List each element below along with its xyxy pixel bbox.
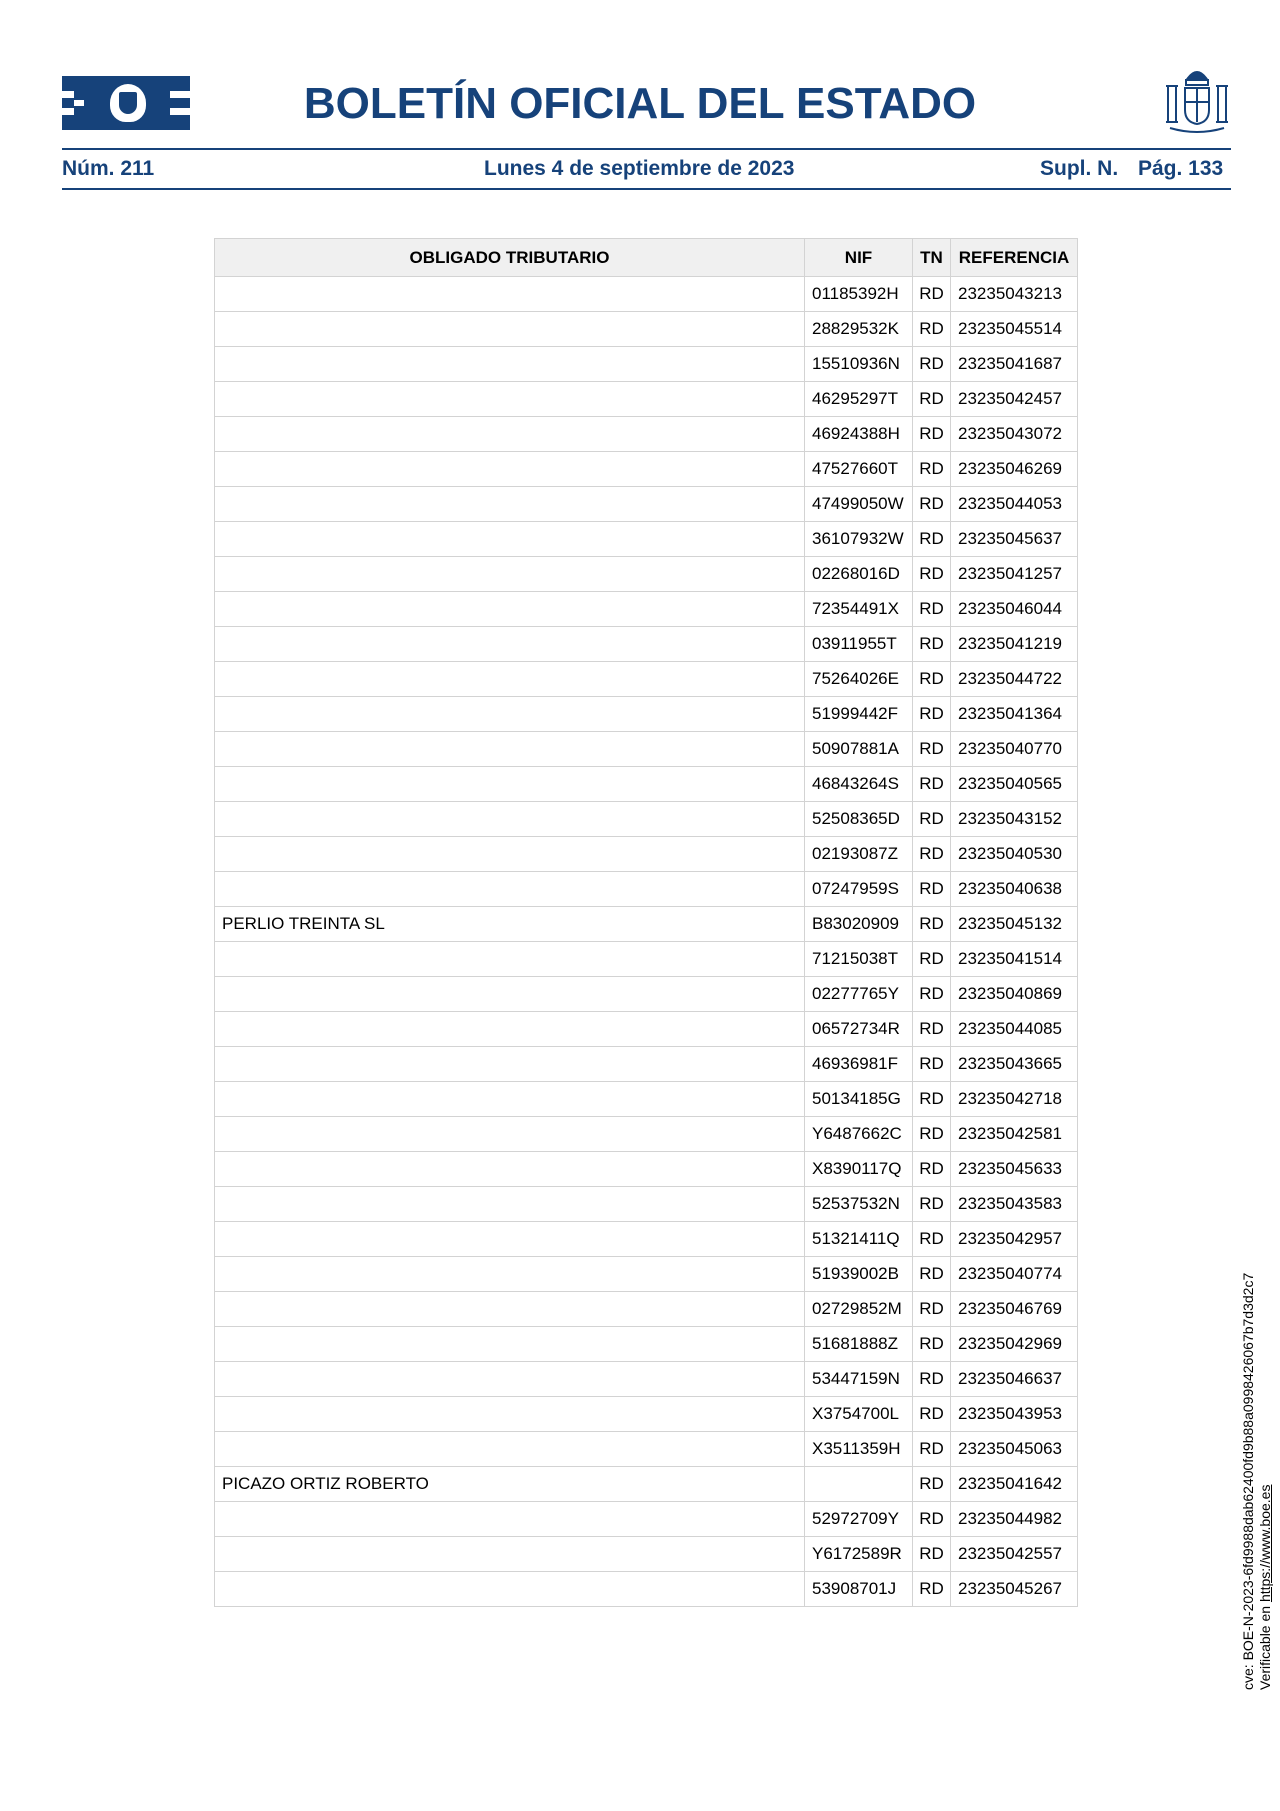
- cell-obligado: [215, 977, 805, 1012]
- table-row: [215, 802, 1078, 837]
- table-row: [215, 1082, 1078, 1117]
- cell-nif: 52972709Y: [805, 1502, 913, 1537]
- cell-nif: 46295297T: [805, 382, 913, 417]
- table-row: [215, 1362, 1078, 1397]
- cell-obligado: [215, 697, 805, 732]
- table-row: [215, 452, 1078, 487]
- cell-nif: 02193087Z: [805, 837, 913, 872]
- table-row: [215, 732, 1078, 767]
- table-row: [215, 1432, 1078, 1467]
- cell-tn: RD: [913, 592, 951, 627]
- cell-referencia: 23235046769: [951, 1292, 1078, 1327]
- cell-referencia: 23235040530: [951, 837, 1078, 872]
- cell-obligado: [215, 662, 805, 697]
- cell-obligado: [215, 1327, 805, 1362]
- cell-tn: RD: [913, 277, 951, 312]
- cell-nif: 51999442F: [805, 697, 913, 732]
- cell-referencia: 23235043665: [951, 1047, 1078, 1082]
- header-rule-top: [62, 148, 1231, 150]
- cell-tn: RD: [913, 837, 951, 872]
- page-title: BOLETÍN OFICIAL DEL ESTADO: [303, 79, 977, 128]
- cell-tn: RD: [913, 1572, 951, 1607]
- cell-obligado: [215, 1012, 805, 1047]
- cell-tn: RD: [913, 942, 951, 977]
- table-row: [215, 417, 1078, 452]
- cell-referencia: 23235041364: [951, 697, 1078, 732]
- cell-obligado: [215, 592, 805, 627]
- supplement-label: Supl. N.: [1040, 157, 1119, 180]
- verification-note: [1240, 1273, 1274, 1690]
- cell-obligado: [215, 942, 805, 977]
- cell-nif: 02729852M: [805, 1292, 913, 1327]
- cell-nif: 46936981F: [805, 1047, 913, 1082]
- cell-tn: RD: [913, 872, 951, 907]
- cell-nif: 53908701J: [805, 1572, 913, 1607]
- cell-nif: 50134185G: [805, 1082, 913, 1117]
- table-row: [215, 1222, 1078, 1257]
- cell-obligado: [215, 1222, 805, 1257]
- cell-tn: RD: [913, 1537, 951, 1572]
- cell-nif: 46843264S: [805, 767, 913, 802]
- cell-tn: RD: [913, 627, 951, 662]
- cell-obligado: [215, 382, 805, 417]
- table-row: [215, 382, 1078, 417]
- cell-tn: RD: [913, 767, 951, 802]
- cell-tn: RD: [913, 1047, 951, 1082]
- table-row: [215, 872, 1078, 907]
- cell-tn: RD: [913, 557, 951, 592]
- cell-referencia: 23235046269: [951, 452, 1078, 487]
- cell-referencia: 23235045633: [951, 1152, 1078, 1187]
- cell-nif: 52537532N: [805, 1187, 913, 1222]
- cell-obligado: [215, 277, 805, 312]
- cell-referencia: 23235045063: [951, 1432, 1078, 1467]
- table-row: [215, 312, 1078, 347]
- page-number: Pág. 133: [1138, 157, 1224, 180]
- cell-obligado: [215, 1502, 805, 1537]
- cell-nif: 36107932W: [805, 522, 913, 557]
- table-header-row: [215, 239, 1078, 277]
- cell-tn: RD: [913, 1012, 951, 1047]
- cell-obligado: [215, 767, 805, 802]
- cell-obligado: [215, 1082, 805, 1117]
- cell-tn: RD: [913, 1467, 951, 1502]
- cell-tn: RD: [913, 1327, 951, 1362]
- cell-nif: 06572734R: [805, 1012, 913, 1047]
- cve-code: cve: BOE-N-2023-6fd9988dab62400fd9b88a0998426067b7d3d2c7: [1240, 1272, 1256, 1690]
- issue-date: Lunes 4 de septiembre de 2023: [484, 157, 795, 180]
- column-header-obligado: OBLIGADO TRIBUTARIO: [215, 239, 805, 277]
- cell-tn: RD: [913, 1152, 951, 1187]
- table-row: [215, 1047, 1078, 1082]
- table-row: [215, 1152, 1078, 1187]
- table-row: [215, 1537, 1078, 1572]
- cell-tn: RD: [913, 347, 951, 382]
- issue-number: Núm. 211: [62, 157, 155, 180]
- table-row: [215, 697, 1078, 732]
- cell-tn: RD: [913, 1292, 951, 1327]
- table-row: [215, 907, 1078, 942]
- cell-tn: RD: [913, 1117, 951, 1152]
- cell-referencia: 23235043583: [951, 1187, 1078, 1222]
- cell-tn: RD: [913, 1082, 951, 1117]
- cell-referencia: 23235044722: [951, 662, 1078, 697]
- cell-tn: RD: [913, 312, 951, 347]
- cell-obligado: [215, 802, 805, 837]
- cell-tn: RD: [913, 452, 951, 487]
- cell-referencia: 23235041687: [951, 347, 1078, 382]
- cell-nif: Y6172589R: [805, 1537, 913, 1572]
- boe-logo: [62, 76, 190, 130]
- cell-nif: 51939002B: [805, 1257, 913, 1292]
- cell-referencia: 23235045514: [951, 312, 1078, 347]
- cell-referencia: 23235042457: [951, 382, 1078, 417]
- cell-referencia: 23235042557: [951, 1537, 1078, 1572]
- cell-nif: X3511359H: [805, 1432, 913, 1467]
- cell-tn: RD: [913, 977, 951, 1012]
- table-row: [215, 347, 1078, 382]
- cell-obligado: [215, 1117, 805, 1152]
- cell-nif: 51681888Z: [805, 1327, 913, 1362]
- cell-obligado: [215, 557, 805, 592]
- cell-referencia: 23235042581: [951, 1117, 1078, 1152]
- cell-nif: 46924388H: [805, 417, 913, 452]
- cell-nif: 53447159N: [805, 1362, 913, 1397]
- cell-tn: RD: [913, 1397, 951, 1432]
- table-row: [215, 1012, 1078, 1047]
- cell-tn: RD: [913, 1187, 951, 1222]
- cell-obligado: [215, 1257, 805, 1292]
- cell-tn: RD: [913, 907, 951, 942]
- cell-nif: 50907881A: [805, 732, 913, 767]
- cell-nif: 52508365D: [805, 802, 913, 837]
- verification-prefix: Verificable en: [1257, 1602, 1273, 1690]
- table-row: [215, 1257, 1078, 1292]
- table-row: [215, 522, 1078, 557]
- cell-referencia: 23235040638: [951, 872, 1078, 907]
- cell-referencia: 23235040565: [951, 767, 1078, 802]
- cell-referencia: 23235042969: [951, 1327, 1078, 1362]
- cell-obligado: [215, 452, 805, 487]
- cell-nif: 03911955T: [805, 627, 913, 662]
- header-rule-bottom: [62, 188, 1231, 190]
- cell-referencia: 23235043213: [951, 277, 1078, 312]
- cell-tn: RD: [913, 487, 951, 522]
- cell-referencia: 23235046044: [951, 592, 1078, 627]
- cell-nif: B83020909: [805, 907, 913, 942]
- cell-tn: RD: [913, 417, 951, 452]
- cell-tn: RD: [913, 522, 951, 557]
- cell-obligado: PICAZO ORTIZ ROBERTO: [215, 1467, 805, 1502]
- cell-obligado: PERLIO TREINTA SL: [215, 907, 805, 942]
- cell-tn: RD: [913, 1362, 951, 1397]
- cell-referencia: 23235040869: [951, 977, 1078, 1012]
- cell-tn: RD: [913, 1432, 951, 1467]
- cell-obligado: [215, 1292, 805, 1327]
- table-row: [215, 1572, 1078, 1607]
- cell-nif: 47499050W: [805, 487, 913, 522]
- cell-referencia: 23235044085: [951, 1012, 1078, 1047]
- cell-obligado: [215, 417, 805, 452]
- cell-obligado: [215, 872, 805, 907]
- cell-obligado: [215, 627, 805, 662]
- cell-referencia: 23235041219: [951, 627, 1078, 662]
- table-body: [215, 277, 1078, 1607]
- table-row: [215, 1502, 1078, 1537]
- cell-nif: 75264026E: [805, 662, 913, 697]
- cell-referencia: 23235044053: [951, 487, 1078, 522]
- cell-nif: 47527660T: [805, 452, 913, 487]
- table-row: [215, 1397, 1078, 1432]
- table-row: [215, 1327, 1078, 1362]
- cell-obligado: [215, 522, 805, 557]
- cell-tn: RD: [913, 802, 951, 837]
- cell-referencia: 23235042718: [951, 1082, 1078, 1117]
- table-row: [215, 837, 1078, 872]
- spanish-crest-icon: [1164, 64, 1230, 136]
- cell-obligado: [215, 837, 805, 872]
- cell-obligado: [215, 487, 805, 522]
- column-header-referencia: REFERENCIA: [951, 239, 1078, 277]
- table-row: [215, 627, 1078, 662]
- table-row: [215, 977, 1078, 1012]
- cell-nif: 01185392H: [805, 277, 913, 312]
- cell-referencia: 23235041257: [951, 557, 1078, 592]
- table-row: [215, 277, 1078, 312]
- cell-obligado: [215, 1397, 805, 1432]
- cell-obligado: [215, 732, 805, 767]
- cell-referencia: 23235044982: [951, 1502, 1078, 1537]
- cell-nif: 07247959S: [805, 872, 913, 907]
- cell-nif: 72354491X: [805, 592, 913, 627]
- table-row: [215, 1187, 1078, 1222]
- cell-tn: RD: [913, 697, 951, 732]
- boe-link[interactable]: https://www.boe.es: [1257, 1484, 1273, 1603]
- cell-nif: Y6487662C: [805, 1117, 913, 1152]
- cell-obligado: [215, 1537, 805, 1572]
- cell-referencia: 23235040770: [951, 732, 1078, 767]
- cell-nif: 02277765Y: [805, 977, 913, 1012]
- verification-line: [1257, 1273, 1274, 1690]
- cell-obligado: [215, 1362, 805, 1397]
- cell-obligado: [215, 1432, 805, 1467]
- column-header-nif: NIF: [805, 239, 913, 277]
- table-row: [215, 942, 1078, 977]
- cell-tn: RD: [913, 382, 951, 417]
- cell-obligado: [215, 1152, 805, 1187]
- cell-obligado: [215, 1572, 805, 1607]
- table-row: [215, 487, 1078, 522]
- table-row: [215, 1117, 1078, 1152]
- cell-referencia: 23235045132: [951, 907, 1078, 942]
- table-row: [215, 662, 1078, 697]
- cell-referencia: 23235045267: [951, 1572, 1078, 1607]
- cell-referencia: 23235046637: [951, 1362, 1078, 1397]
- cell-nif: 71215038T: [805, 942, 913, 977]
- table-row: [215, 592, 1078, 627]
- coat-of-arms-icon: [108, 82, 148, 124]
- cell-referencia: 23235040774: [951, 1257, 1078, 1292]
- cell-nif: 02268016D: [805, 557, 913, 592]
- cell-referencia: 23235045637: [951, 522, 1078, 557]
- cell-nif: 15510936N: [805, 347, 913, 382]
- cell-obligado: [215, 1187, 805, 1222]
- cell-obligado: [215, 347, 805, 382]
- cell-referencia: 23235043953: [951, 1397, 1078, 1432]
- cell-referencia: 23235041642: [951, 1467, 1078, 1502]
- cell-nif: [805, 1467, 913, 1502]
- cell-tn: RD: [913, 1257, 951, 1292]
- table-row: [215, 1292, 1078, 1327]
- table-row: [215, 767, 1078, 802]
- taxpayer-table: [214, 238, 1078, 1607]
- cell-referencia: 23235042957: [951, 1222, 1078, 1257]
- cell-tn: RD: [913, 732, 951, 767]
- cell-tn: RD: [913, 662, 951, 697]
- cell-obligado: [215, 312, 805, 347]
- cell-nif: 28829532K: [805, 312, 913, 347]
- cell-tn: RD: [913, 1502, 951, 1537]
- cell-obligado: [215, 1047, 805, 1082]
- cell-nif: X8390117Q: [805, 1152, 913, 1187]
- cell-nif: 51321411Q: [805, 1222, 913, 1257]
- cell-referencia: 23235041514: [951, 942, 1078, 977]
- cell-tn: RD: [913, 1222, 951, 1257]
- table-row: [215, 1467, 1078, 1502]
- table-row: [215, 557, 1078, 592]
- cell-referencia: 23235043072: [951, 417, 1078, 452]
- cell-referencia: 23235043152: [951, 802, 1078, 837]
- column-header-tn: TN: [913, 239, 951, 277]
- cell-nif: X3754700L: [805, 1397, 913, 1432]
